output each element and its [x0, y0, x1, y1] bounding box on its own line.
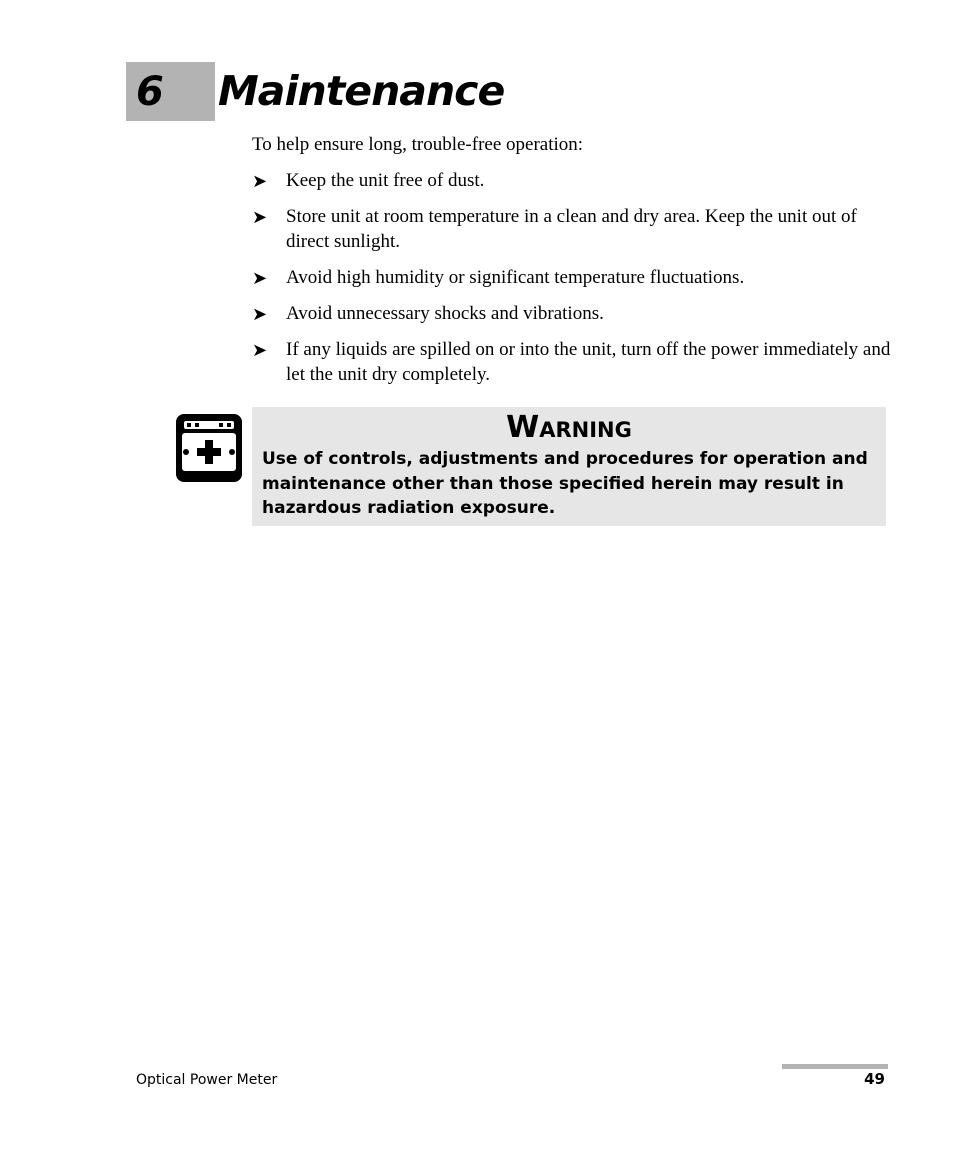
list-item — [252, 204, 892, 254]
list-item — [252, 265, 892, 290]
list-item-text: Avoid unnecessary shocks and vibrations. — [286, 303, 604, 324]
chapter-number: 6 — [136, 69, 164, 115]
arrow-bullet-icon: ➤ — [252, 340, 268, 361]
arrow-bullet-icon: ➤ — [252, 207, 268, 228]
list-item — [252, 301, 892, 326]
arrow-bullet-icon: ➤ — [252, 268, 268, 289]
list-item — [252, 168, 892, 193]
ambulance-warning-icon — [175, 413, 243, 483]
list-item-text: Avoid high humidity or significant temperature fluctuations. — [286, 267, 745, 288]
warning-box — [252, 407, 886, 526]
footer-title: Optical Power Meter — [136, 1072, 278, 1088]
list-item — [252, 337, 892, 387]
list-item-text: Store unit at room temperature in a clean and dry area. Keep the unit out of direct sunlight. — [286, 206, 857, 252]
warning-title: Warning — [506, 410, 632, 445]
chapter-title: Maintenance — [218, 67, 505, 115]
maintenance-list — [252, 168, 892, 398]
footer-rule — [782, 1064, 888, 1069]
list-item-text: If any liquids are spilled on or into the unit, turn off the power immediately and let the unit dry completely. — [286, 339, 891, 385]
warning-text: Use of controls, adjustments and procedures for operation and maintenance other than those specified herein may result in hazardous radiation exposure. — [262, 449, 868, 518]
intro-text: To help ensure long, trouble-free operation: — [252, 134, 584, 155]
page-number: 49 — [864, 1070, 885, 1088]
chapter-number-box — [126, 62, 215, 121]
list-item-text: Keep the unit free of dust. — [286, 170, 485, 191]
arrow-bullet-icon: ➤ — [252, 304, 268, 325]
arrow-bullet-icon: ➤ — [252, 171, 268, 192]
